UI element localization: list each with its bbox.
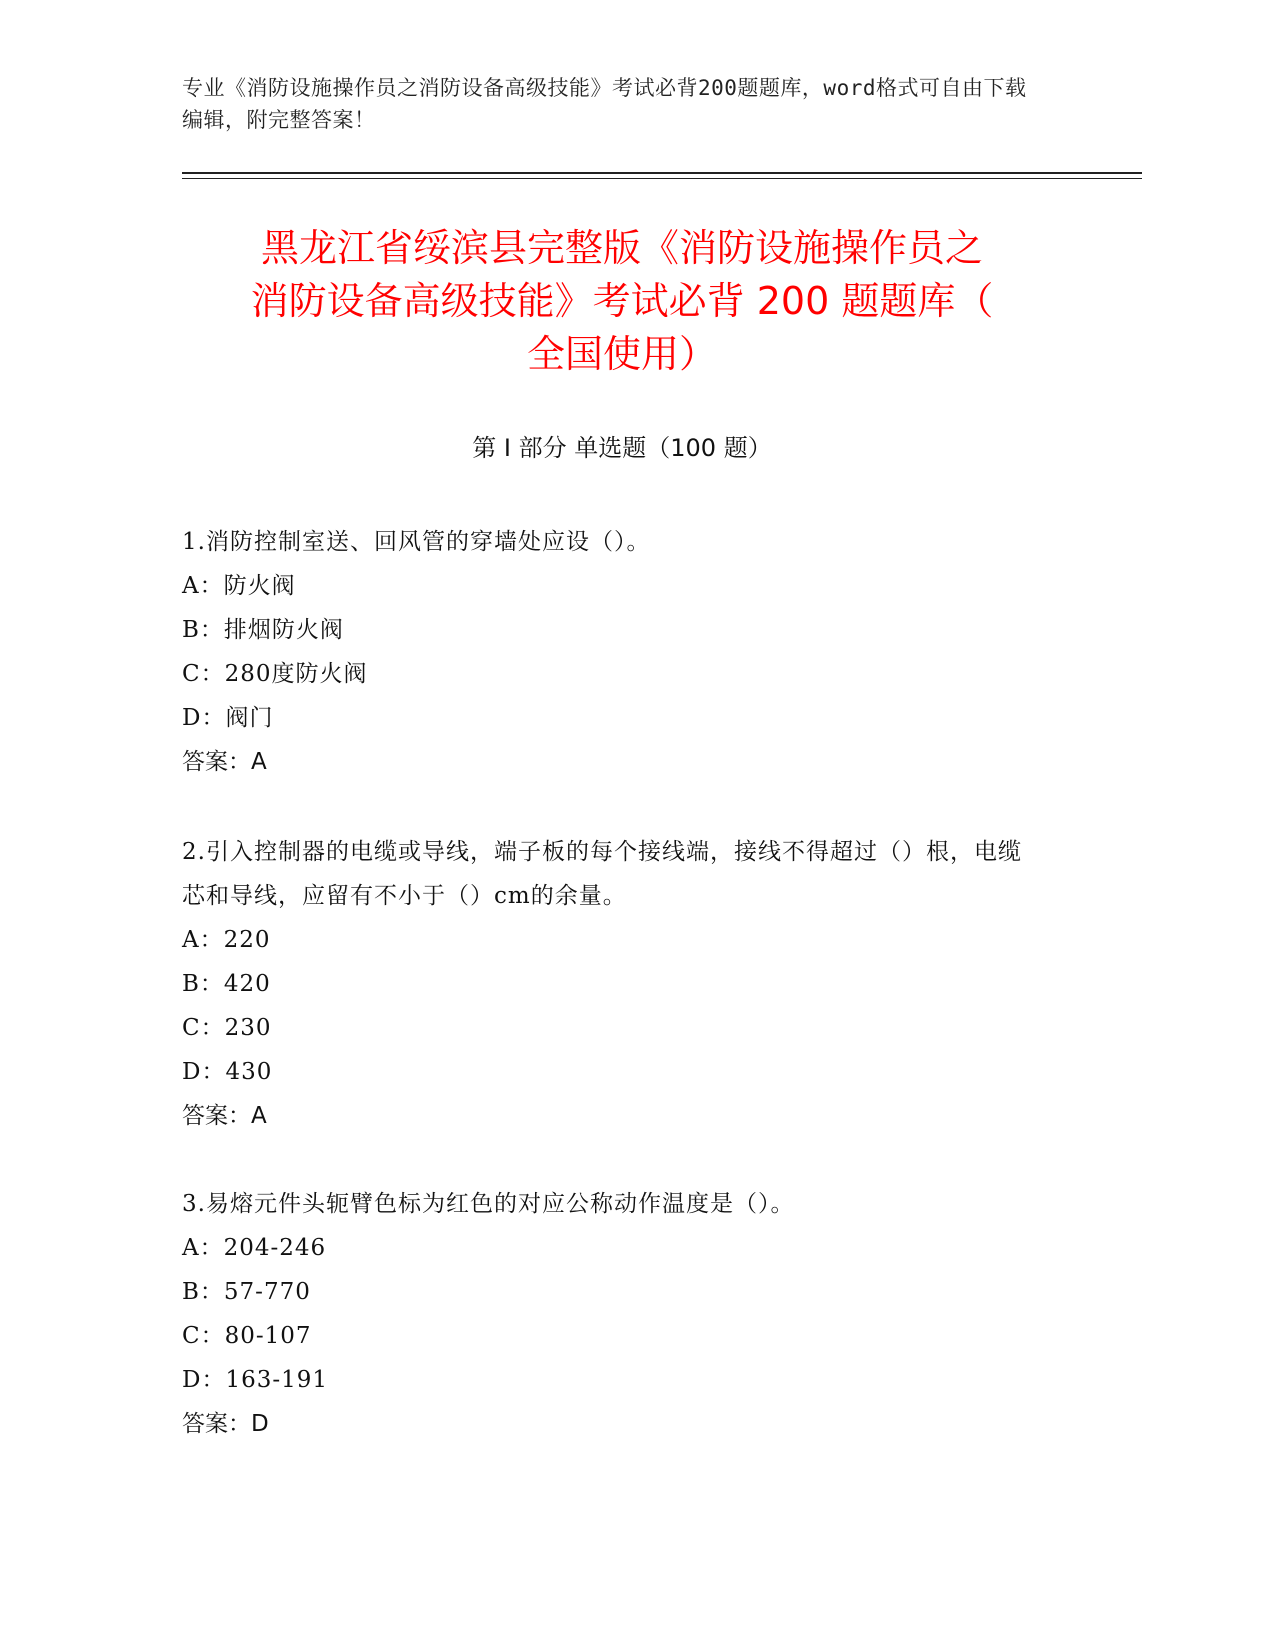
question-1 xyxy=(182,520,1042,784)
option-a: A：204-246 xyxy=(182,1235,327,1261)
option-d: D：163-191 xyxy=(182,1367,329,1393)
question-2 xyxy=(182,830,1042,1138)
option-c: C：80-107 xyxy=(182,1323,312,1349)
answer: 答案：D xyxy=(182,1411,269,1437)
header-divider-thin xyxy=(182,178,1142,179)
question-3 xyxy=(182,1182,1042,1446)
question-stem: 1.消防控制室送、回风管的穿墙处应设（）。 xyxy=(182,529,651,555)
document-title xyxy=(182,222,1062,381)
title-line-1: 黑龙江省绥滨县完整版《消防设施操作员之 xyxy=(260,226,983,270)
option-b: B：57-770 xyxy=(182,1279,311,1305)
header-intro: 专业《消防设施操作员之消防设备高级技能》考试必背200题题库，word格式可自由下载编辑，附完整答案！ xyxy=(182,76,1027,132)
option-c: C：280度防火阀 xyxy=(182,661,368,687)
option-b: B：排烟防火阀 xyxy=(182,617,344,643)
option-d: D：阀门 xyxy=(182,705,274,731)
question-stem: 3.易熔元件头轭臂色标为红色的对应公称动作温度是（）。 xyxy=(182,1191,795,1217)
section-heading: 第 I 部分 单选题（100 题） xyxy=(472,434,772,462)
title-line-2: 消防设备高级技能》考试必背 200 题题库（ xyxy=(250,279,994,323)
title-line-3: 全国使用） xyxy=(526,332,717,376)
option-d: D：430 xyxy=(182,1059,273,1085)
question-stem: 2.引入控制器的电缆或导线，端子板的每个接线端，接线不得超过（）根，电缆芯和导线，应留有不小于（）cm的余量。 xyxy=(182,839,1022,909)
answer: 答案：A xyxy=(182,749,267,775)
header-divider-thick xyxy=(182,172,1142,174)
option-c: C：230 xyxy=(182,1015,272,1041)
option-a: A：220 xyxy=(182,927,271,953)
answer: 答案：A xyxy=(182,1103,267,1129)
option-a: A：防火阀 xyxy=(182,573,296,599)
option-b: B：420 xyxy=(182,971,271,997)
